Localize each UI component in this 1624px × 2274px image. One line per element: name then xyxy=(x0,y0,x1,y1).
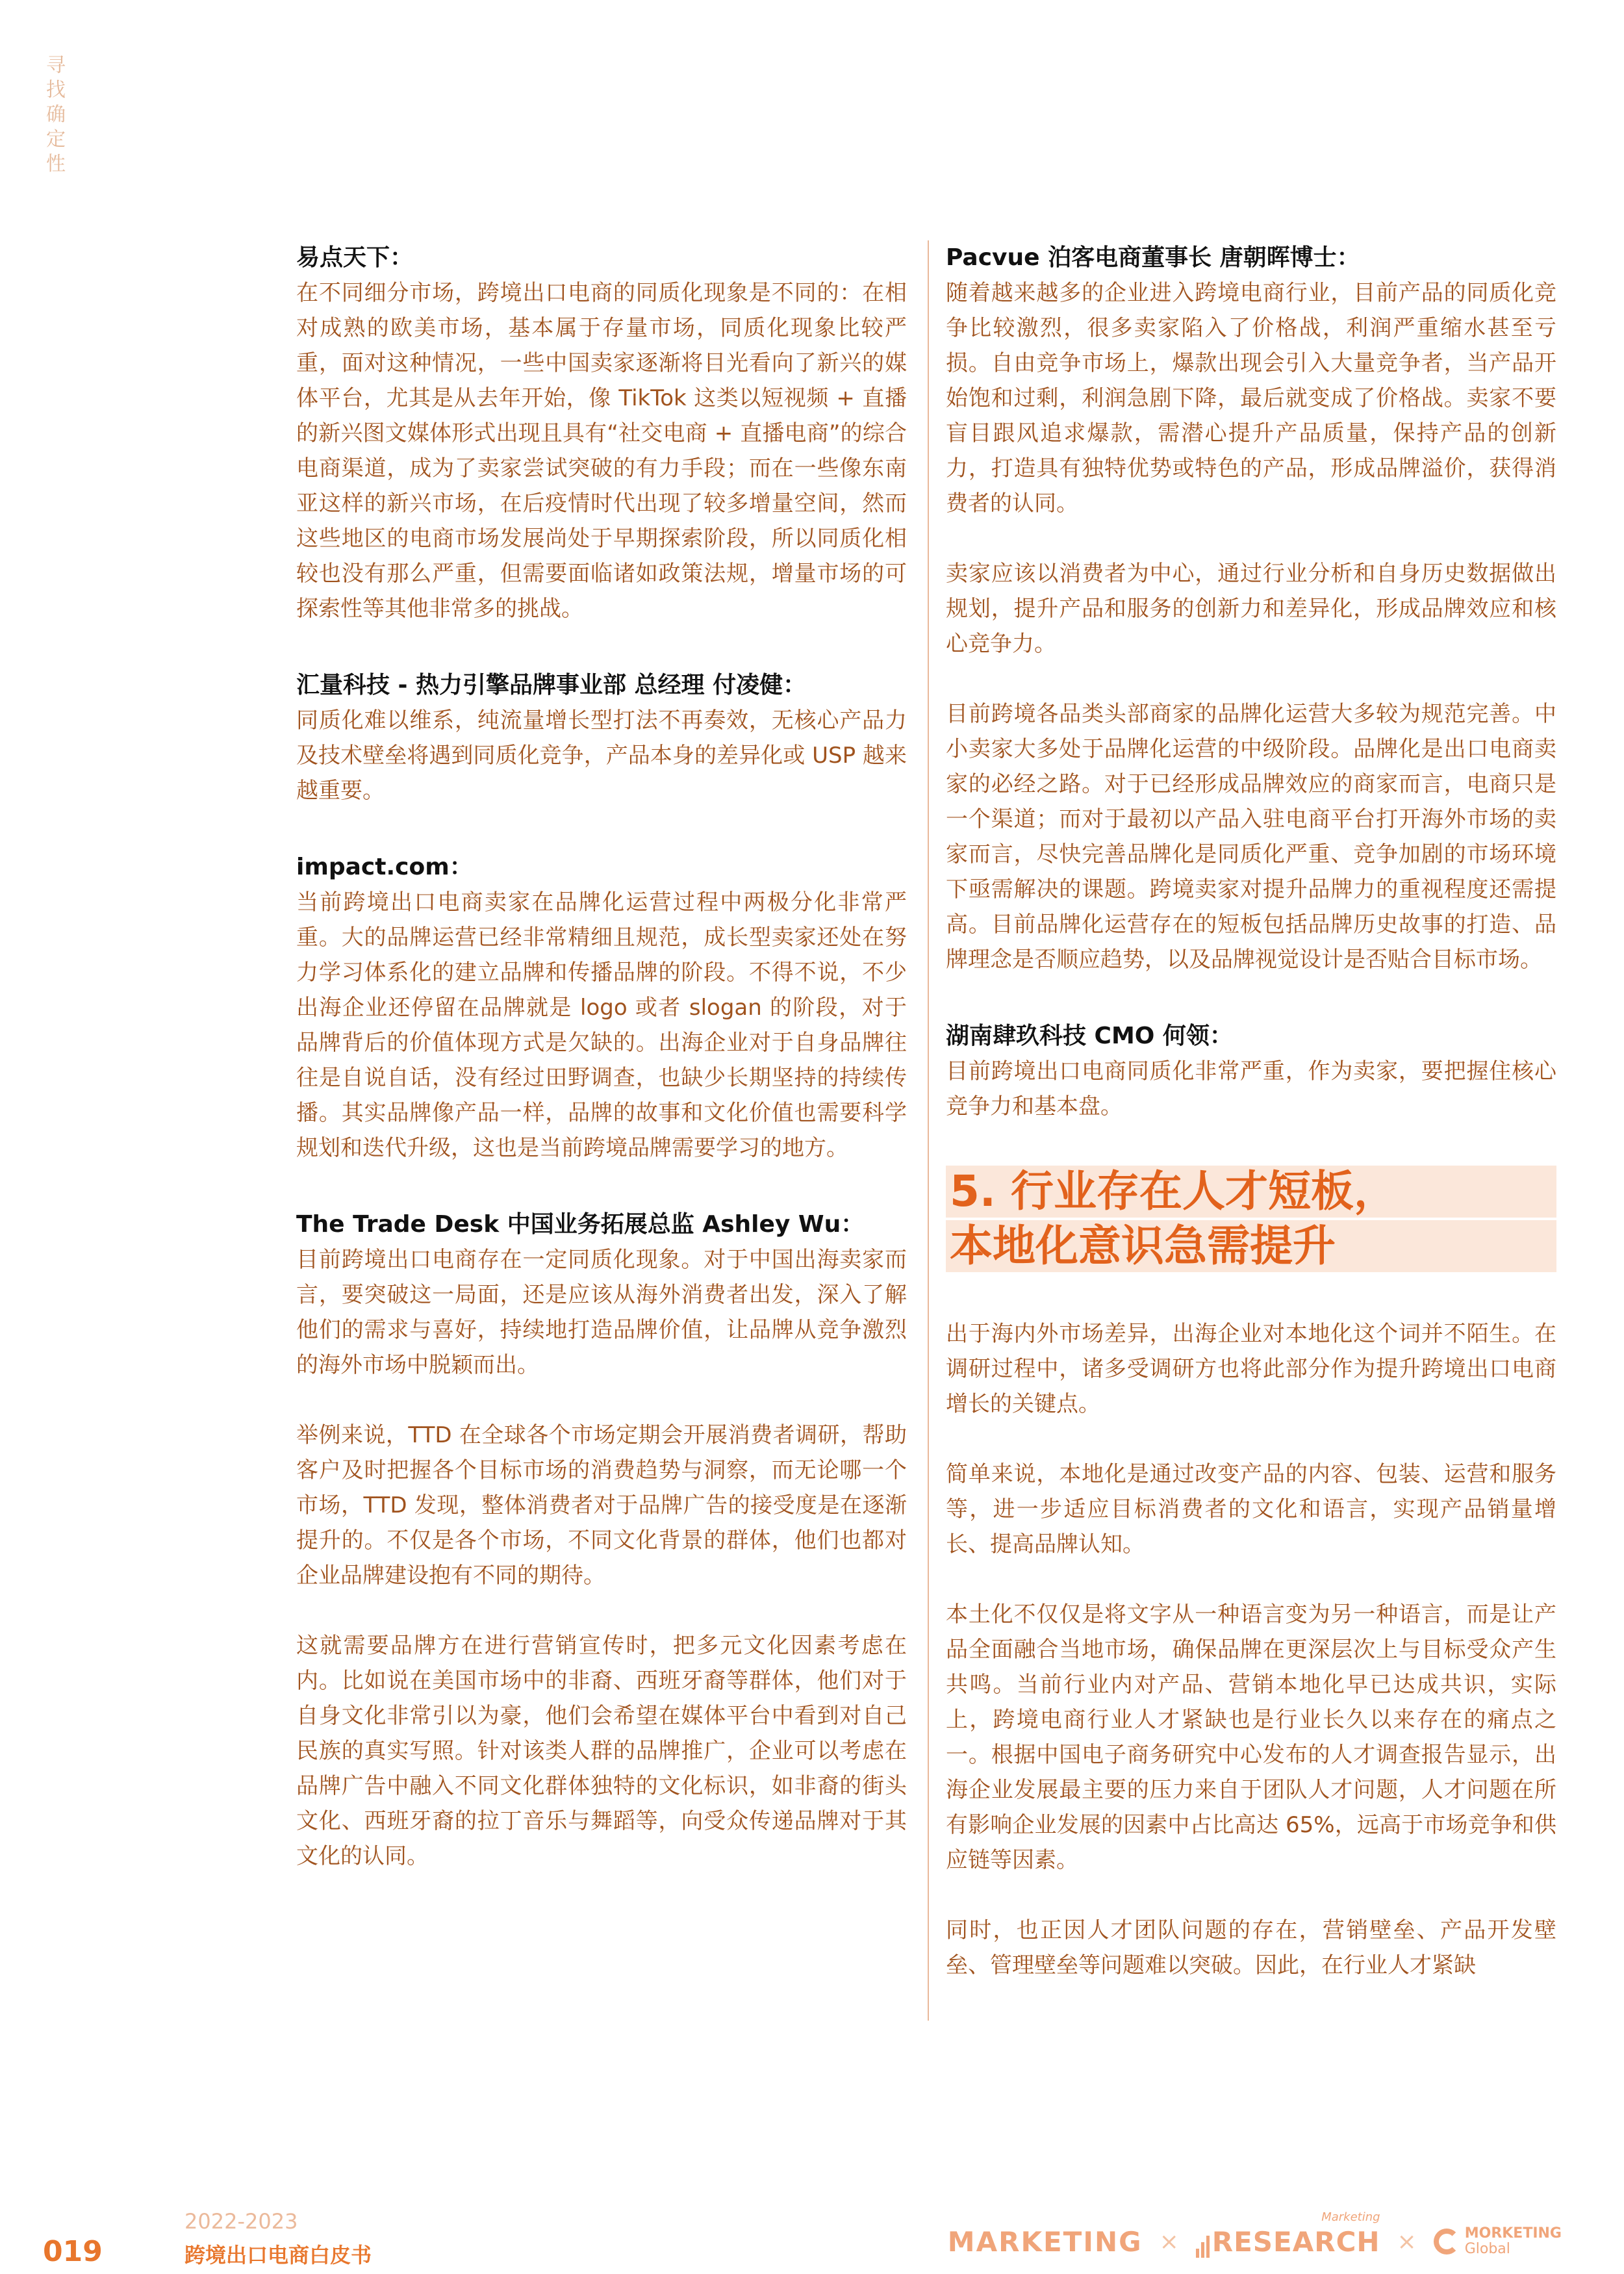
quote-paragraph: 在不同细分市场，跨境出口电商的同质化现象是不同的：在相对成熟的欧美市场，基本属于存量市场，同质化现象比较严重，面对这种情况，一些中国卖家逐渐将目光看向了新兴的媒体平台，尤其是从去年开始，像 TikTok 这类以短视频 + 直播的新兴图文媒体形式出现且具有“社交电商 + 直播电商”的综合电商渠道，成为了卖家尝试突破的有力手段；而在一些像东南亚这样的新兴市场，在后疫情时代出现了较多增量空间，然而这些地区的电商市场发展尚处于早期探索阶段，所以同质化相较也没有那么严重，但需要面临诸如政策法规，增量市场的可探索性等其他非常多的挑战。 xyxy=(296,280,907,622)
speaker-name: 易点天下： xyxy=(296,244,414,271)
research-bars-icon xyxy=(1196,2233,1210,2258)
side-label-char: 定 xyxy=(46,128,66,151)
footer-logos xyxy=(947,2210,1562,2268)
quote-paragraph: 随着越来越多的企业进入跨境电商行业，目前产品的同质化竞争比较激烈，很多卖家陷入了价格战，利润严重缩水甚至亏损。自由竞争市场上，爆款出现会引入大量竞争者，当产品开始饱和过剩，利润急剧下降，最后就变成了价格战。卖家不要盲目跟风追求爆款，需潜心提升产品质量，保持产品的创新力，打造具有独特优势或特色的产品，形成品牌溢价，获得消费者的认同。 xyxy=(946,280,1556,517)
page-number: 019 xyxy=(43,2235,103,2268)
footer-year: 2022-2023 xyxy=(184,2209,298,2234)
side-label xyxy=(44,53,68,177)
global-logo-line1: MORKETING xyxy=(1464,2225,1562,2242)
section-heading-line: 本地化意识急需提升 xyxy=(946,1220,1556,1272)
footer-book-title: 跨境出口电商白皮书 xyxy=(184,2243,372,2268)
logo-separator: × xyxy=(1159,2228,1179,2255)
research-logo-sup: Marketing xyxy=(1321,2210,1380,2224)
research-logo xyxy=(1196,2210,1380,2258)
left-column xyxy=(296,240,907,1874)
speaker-name: impact.com： xyxy=(296,854,473,880)
side-label-char: 确 xyxy=(46,103,66,126)
quote-paragraph: 同质化难以维系，纯流量增长型打法不再奏效，无核心产品力及技术壁垒将遇到同质化竞争，产品本身的差异化或 USP 越来越重要。 xyxy=(296,708,907,804)
research-logo-text: RESEARCH xyxy=(1212,2225,1380,2258)
section-heading-line: 5. 行业存在人才短板， xyxy=(946,1166,1556,1218)
quote-paragraph: 目前跨境各品类头部商家的品牌化运营大多较为规范完善。中小卖家大多处于品牌化运营的中级阶段。品牌化是出口电商卖家的必经之路。对于已经形成品牌效应的商家而言，电商只是一个渠道；而对于最初以产品入驻电商平台打开海外市场的卖家而言，尽快完善品牌化是同质化严重、竞争加剧的市场环境下亟需解决的课题。跨境卖家对提升品牌力的重视程度还需提高。目前品牌化运营存在的短板包括品牌历史故事的打造、品牌理念是否顺应趋势，以及品牌视觉设计是否贴合目标市场。 xyxy=(946,701,1556,973)
morketing-global-logo xyxy=(1434,2226,1562,2257)
quote-paragraph: 目前跨境出口电商同质化非常严重，作为卖家，要把握住核心竞争力和基本盘。 xyxy=(946,1058,1556,1119)
section-paragraph: 出于海内外市场差异，出海企业对本地化这个词并不陌生。在调研过程中，诸多受调研方也将此部分作为提升跨境出口电商增长的关键点。 xyxy=(946,1321,1556,1417)
section-heading xyxy=(946,1166,1556,1272)
speaker-name: Pacvue 泊客电商董事长 唐朝晖博士： xyxy=(946,244,1360,271)
quote-paragraph: 这就需要品牌方在进行营销宣传时，把多元文化因素考虑在内。比如说在美国市场中的非裔、西班牙裔等群体，他们对于自身文化非常引以为豪，他们会希望在媒体平台中看到对自己民族的真实写照。针对该类人群的品牌推广，企业可以考虑在品牌广告中融入不同文化群体独特的文化标识，如非裔的街头文化、西班牙裔的拉丁音乐与舞蹈等，向受众传递品牌对于其文化的认同。 xyxy=(296,1633,907,1869)
section-paragraph: 同时，也正因人才团队问题的存在，营销壁垒、产品开发壁垒、管理壁垒等问题难以突破。因此，在行业人才紧缺 xyxy=(946,1917,1556,1978)
side-label-char: 找 xyxy=(46,79,66,101)
morketing-c-icon xyxy=(1434,2229,1460,2255)
right-column xyxy=(946,240,1556,1983)
side-label-char: 性 xyxy=(46,153,66,175)
column-divider xyxy=(928,240,929,2021)
quote-paragraph: 卖家应该以消费者为中心，通过行业分析和自身历史数据做出规划，提升产品和服务的创新力和差异化，形成品牌效应和核心竞争力。 xyxy=(946,561,1556,657)
quote-paragraph: 举例来说，TTD 在全球各个市场定期会开展消费者调研，帮助客户及时把握各个目标市场的消费趋势与洞察，而无论哪一个市场，TTD 发现，整体消费者对于品牌广告的接受度是在逐渐提升的。不仅是各个市场，不同文化背景的群体，他们也都对企业品牌建设抱有不同的期待。 xyxy=(296,1422,907,1589)
speaker-name: 汇量科技 - 热力引擎品牌事业部 总经理 付凌健： xyxy=(296,672,807,698)
quote-paragraph: 目前跨境出口电商存在一定同质化现象。对于中国出海卖家而言，要突破这一局面，还是应该从海外消费者出发，深入了解他们的需求与喜好，持续地打造品牌价值，让品牌从竞争激烈的海外市场中脱颖而出。 xyxy=(296,1247,907,1378)
global-logo-line2: Global xyxy=(1464,2241,1510,2257)
speaker-name: The Trade Desk 中国业务拓展总监 Ashley Wu： xyxy=(296,1211,865,1238)
marketing-logo: MARKETING xyxy=(947,2225,1143,2258)
logo-separator: × xyxy=(1397,2228,1417,2255)
side-label-char: 寻 xyxy=(46,54,66,77)
speaker-name: 湖南肆玖科技 CMO 何领： xyxy=(946,1023,1233,1049)
section-paragraph: 简单来说，本地化是通过改变产品的内容、包装、运营和服务等，进一步适应目标消费者的文化和语言，实现产品销量增长、提高品牌认知。 xyxy=(946,1461,1556,1557)
section-paragraph: 本土化不仅仅是将文字从一种语言变为另一种语言，而是让产品全面融合当地市场，确保品牌在更深层次上与目标受众产生共鸣。当前行业内对产品、营销本地化早已达成共识，实际上，跨境电商行业人才紧缺也是行业长久以来存在的痛点之一。根据中国电子商务研究中心发布的人才调查报告显示，出海企业发展最主要的压力来自于团队人才问题，人才问题在所有影响企业发展的因素中占比高达 65%，远高于市场竞争和供应链等因素。 xyxy=(946,1602,1556,1873)
quote-paragraph: 当前跨境出口电商卖家在品牌化运营过程中两极分化非常严重。大的品牌运营已经非常精细且规范，成长型卖家还处在努力学习体系化的建立品牌和传播品牌的阶段。不得不说，不少出海企业还停留在品牌就是 logo 或者 slogan 的阶段，对于品牌背后的价值体现方式是欠缺的。出海企业对于自身品牌往往是自说自话，没有经过田野调查，也缺少长期坚持的持续传播。其实品牌像产品一样，品牌的故事和文化价值也需要科学规划和迭代升级，这也是当前跨境品牌需要学习的地方。 xyxy=(296,889,907,1161)
